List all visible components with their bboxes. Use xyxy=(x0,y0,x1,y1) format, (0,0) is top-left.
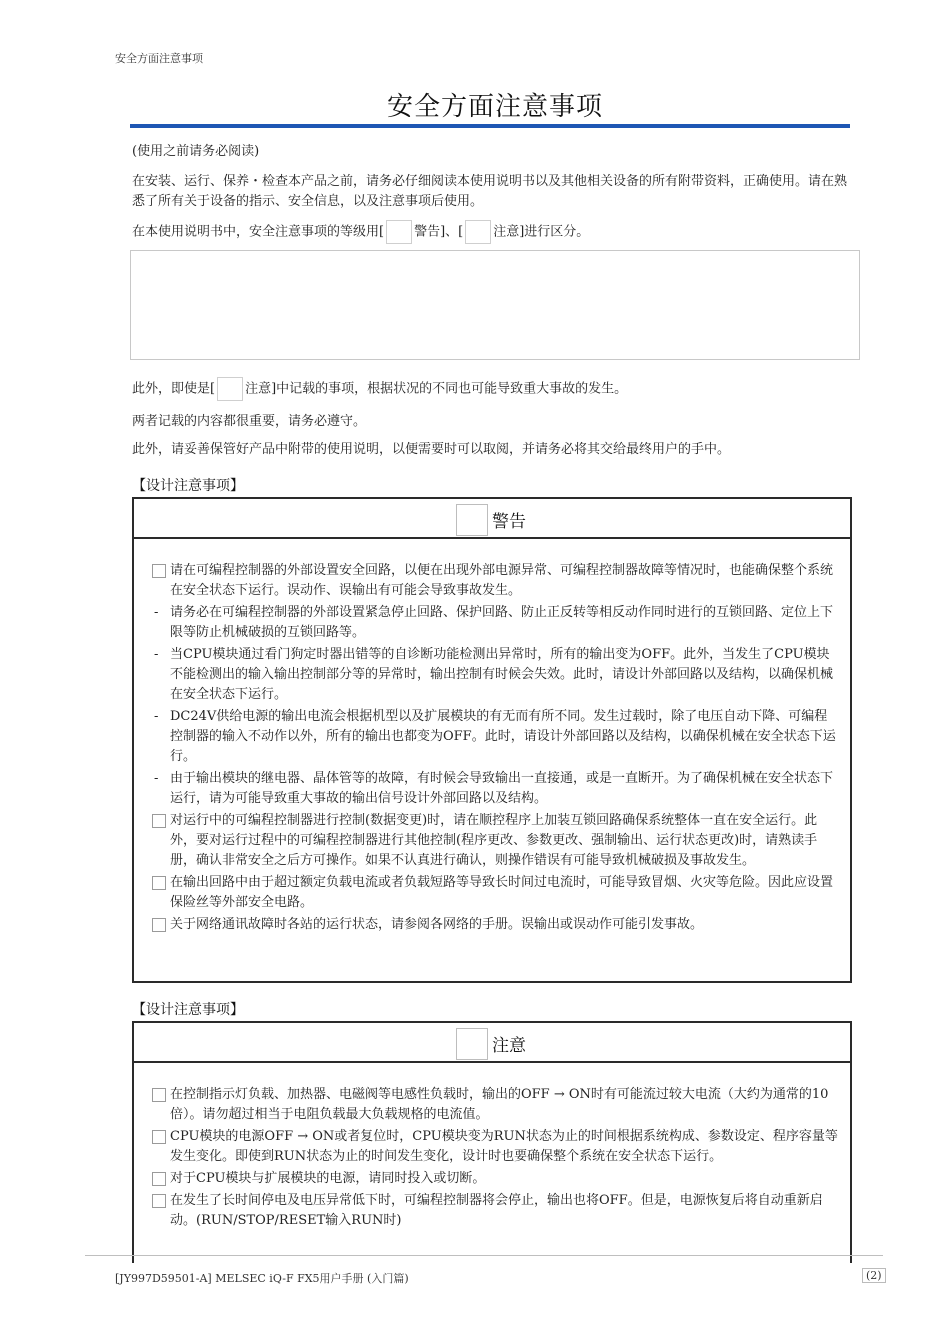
item-marker-dash: - xyxy=(154,647,159,662)
levels-line xyxy=(132,220,852,244)
levels-warning: 警告]、[ xyxy=(414,224,464,240)
caution-item xyxy=(152,1085,838,1125)
warning-panel-header xyxy=(134,499,850,539)
warning-item-text: 当CPU模块通过看门狗定时器出错等的自诊断功能检测出异常时，所有的输出变为OFF。此外，当发生了CPU模块不能检测出的输入输出控制部分等的异常时，输出控制有时候会失效。此时，请设计外部回路以及结构，以确保机械在安全状态下运行。 xyxy=(170,647,834,702)
levels-caution: 注意]进行区分。 xyxy=(493,224,590,240)
level-description-box xyxy=(130,250,860,360)
warning-item xyxy=(152,873,838,913)
caution-panel-header xyxy=(134,1023,850,1063)
caution-item xyxy=(152,1191,838,1231)
keep-manual-note: 此外，请妥善保管好产品中附带的使用说明，以便需要时可以取阅，并请务必将其交给最终用户的手中。 xyxy=(132,442,731,457)
levels-prefix: 在本使用说明书中，安全注意事项的等级用[ xyxy=(132,224,385,240)
title-rule xyxy=(130,124,850,128)
warning-item-text: 关于网络通讯故障时各站的运行状态，请参阅各网络的手册。误输出或误动作可能引发事故。 xyxy=(170,917,704,932)
footer-document-id: [JY997D59501-A] MELSEC iQ-F FX5用户手册 (入门篇) xyxy=(115,1272,409,1285)
item-marker-box xyxy=(152,1130,166,1144)
caution-item-text: 在控制指示灯负载、加热器、电磁阀等电感性负载时，输出的OFF → ON时有可能流过较大电流（大约为通常的10倍）。请勿超过相当于电阻负载最大负载规格的电流值。 xyxy=(170,1087,829,1122)
caution-note-line xyxy=(132,377,852,401)
warning-symbol-icon xyxy=(456,504,488,536)
caution-symbol-placeholder xyxy=(465,220,491,244)
caution-item xyxy=(152,1127,838,1167)
item-marker-dash: - xyxy=(154,605,159,620)
item-marker-box xyxy=(152,1088,166,1102)
caution-header-label: 注意 xyxy=(492,1036,526,1056)
page-title: 安全方面注意事项 xyxy=(386,92,603,122)
design-precautions-label-warning: 【设计注意事项】 xyxy=(132,478,244,494)
item-marker-dash: - xyxy=(154,709,159,724)
both-important-note: 两者记载的内容都很重要，请务必遵守。 xyxy=(132,414,367,429)
caution-items xyxy=(152,1085,838,1233)
caution-panel xyxy=(132,1021,852,1263)
warning-item-text: DC24V供给电源的输出电流会根据机型以及扩展模块的有无而有所不同。发生过载时，除了电压自动下降、可编程控制器的输入不动作以外，所有的输出也都变为OFF。此时，请设计外部回路以及结构，以确保机械在安全状态下运行。 xyxy=(170,709,836,764)
caution-note-prefix: 此外，即使是[ xyxy=(132,381,216,397)
caution-item-text: 对于CPU模块与扩展模块的电源，请同时投入或切断。 xyxy=(170,1171,486,1186)
caution-item xyxy=(152,1169,838,1189)
warning-items xyxy=(152,561,838,937)
intro-paragraph: 在安装、运行、保养・检查本产品之前，请务必仔细阅读本使用说明书以及其他相关设备的所有附带资料，正确使用。请在熟悉了所有关于设备的指示、安全信息，以及注意事项后使用。 xyxy=(132,174,848,209)
read-before-note: (使用之前请务必阅读) xyxy=(132,144,260,159)
warning-item-text: 请在可编程控制器的外部设置安全回路，以便在出现外部电源异常、可编程控制器故障等情况时，也能确保整个系统在安全状态下运行。误动作、误输出有可能会导致事故发生。 xyxy=(170,563,834,598)
item-marker-box xyxy=(152,918,166,932)
item-marker-box xyxy=(152,876,166,890)
warning-item xyxy=(152,561,838,601)
warning-item xyxy=(152,603,838,643)
warning-panel xyxy=(132,497,852,983)
warning-item-text: 对运行中的可编程控制器进行控制(数据变更)时，请在顺控程序上加装互锁回路确保系统整体一直在安全运行。此外，要对运行过程中的可编程控制器进行其他控制(程序更改、参数更改、强制输出、运行状态更改)时，请熟读手册，确认非常安全之后方可操作。如果不认真进行确认，则操作错误有可能导致机械破损及事故发生。 xyxy=(170,813,818,868)
item-marker-box xyxy=(152,814,166,828)
warning-item xyxy=(152,769,838,809)
item-marker-dash: - xyxy=(154,771,159,786)
warning-item xyxy=(152,811,838,871)
running-header: 安全方面注意事项 xyxy=(115,52,203,65)
warning-symbol-placeholder xyxy=(386,220,412,244)
warning-item xyxy=(152,707,838,767)
caution-item-text: CPU模块的电源OFF → ON或者复位时，CPU模块变为RUN状态为止的时间根据系统构成、参数设定、程序容量等发生变化。即使到RUN状态为止的时间发生变化，设计时也要确保整个系统在安全状态下运行。 xyxy=(170,1129,838,1164)
warning-item xyxy=(152,645,838,705)
warning-item-text: 在输出回路中由于超过额定负载电流或者负载短路等导致长时间过电流时，可能导致冒烟、火灾等危险。因此应设置保险丝等外部安全电路。 xyxy=(170,875,834,910)
warning-item xyxy=(152,915,838,935)
warning-item-text: 由于输出模块的继电器、晶体管等的故障，有时候会导致输出一直接通，或是一直断开。为了确保机械在安全状态下运行，请为可能导致重大事故的输出信号设计外部回路以及结构。 xyxy=(170,771,834,806)
item-marker-box xyxy=(152,1194,166,1208)
caution-symbol-placeholder-2 xyxy=(217,377,243,401)
footer-rule xyxy=(85,1255,883,1256)
item-marker-box xyxy=(152,564,166,578)
warning-header-label: 警告 xyxy=(492,512,526,532)
warning-item-text: 请务必在可编程控制器的外部设置紧急停止回路、保护回路、防止正反转等相反动作同时进行的互锁回路、定位上下限等防止机械破损的互锁回路等。 xyxy=(170,605,834,640)
page-number: (2) xyxy=(862,1268,886,1283)
caution-symbol-icon xyxy=(456,1028,488,1060)
caution-item-text: 在发生了长时间停电及电压异常低下时，可编程控制器将会停止，输出也将OFF。但是，电源恢复后将自动重新启动。(RUN/STOP/RESET输入RUN时) xyxy=(170,1193,823,1228)
item-marker-box xyxy=(152,1172,166,1186)
caution-note-suffix: 注意]中记载的事项，根据状况的不同也可能导致重大事故的发生。 xyxy=(245,381,628,397)
design-precautions-label-caution: 【设计注意事项】 xyxy=(132,1002,244,1018)
